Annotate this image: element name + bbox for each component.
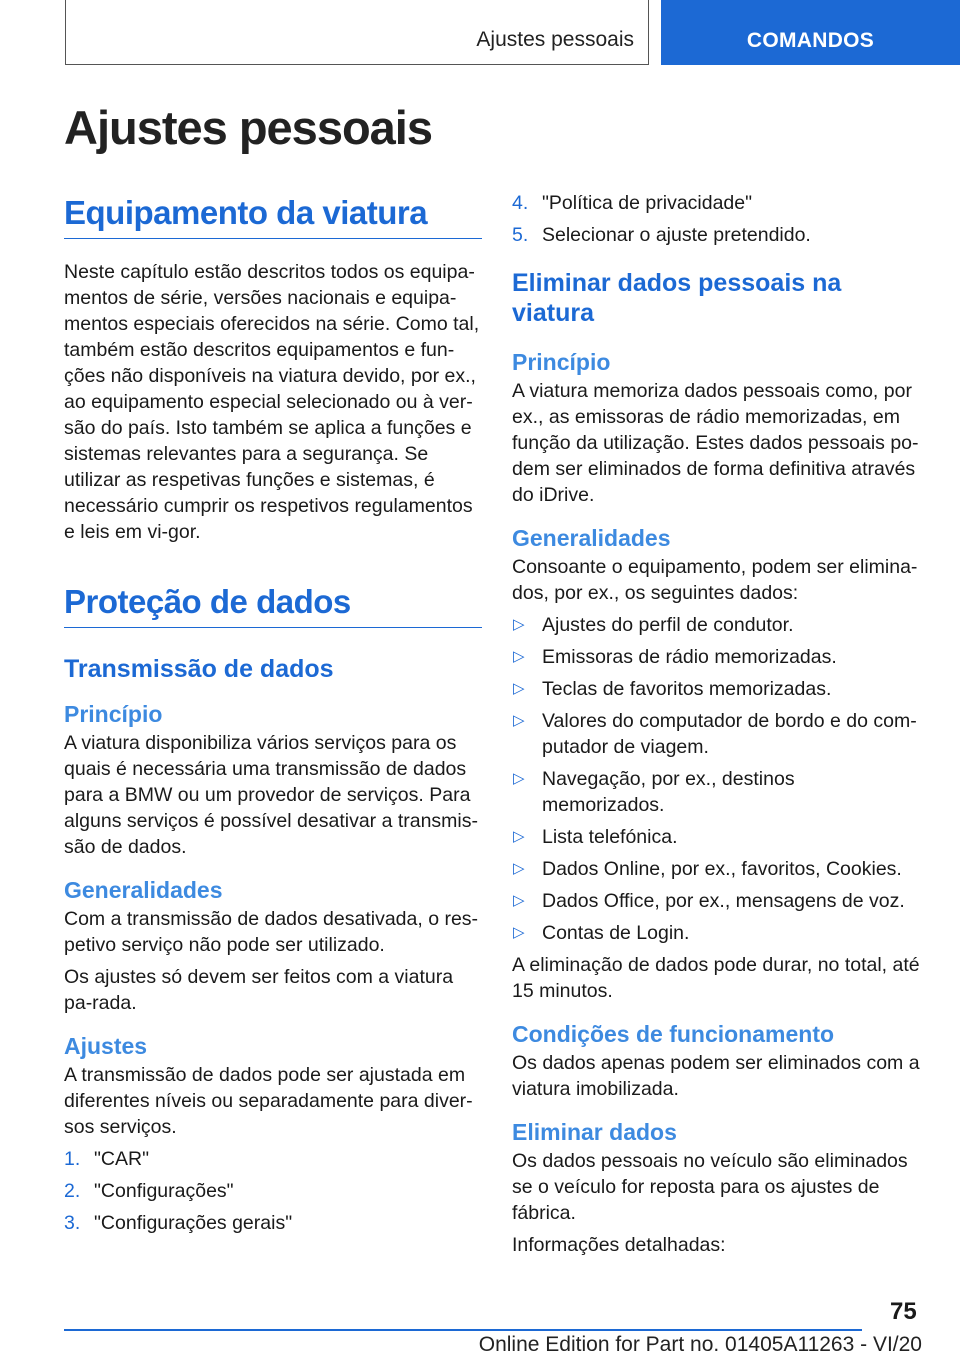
list-item-text: Ajustes do perfil de condutor. [542,614,794,636]
triangle-bullet-icon: ▷ [513,770,525,787]
list-item-text: Valores do computador de bordo e do com-putador de viagem. [542,710,917,758]
list-item [512,766,922,818]
heading-generalidades-left: Generalidades [64,877,223,903]
step-text: "Política de privacidade" [542,192,753,214]
right-column [512,190,922,1258]
paragraph-generalidades-2: Os ajustes só devem ser feitos com a viatura pa-rada. [64,966,454,1014]
list-item-text: Navegação, por ex., destinos memorizados. [542,768,795,816]
footer-edition: Online Edition for Part no. 01405A11263 - VI/20 [478,1333,922,1356]
step-item [64,1210,482,1236]
list-item [512,708,922,760]
paragraph-duracao: A eliminação de dados pode durar, no total, até 15 minutos. [512,954,920,1002]
step-number: 5. [512,224,529,246]
paragraph-eliminar-dados: Os dados pessoais no veículo são eliminados se o veículo for reposta para os ajustes de fábrica. [512,1150,908,1224]
paragraph-generalidades-right: Consoante o equipamento, podem ser elimina-dos, por ex., os seguintes dados: [512,556,918,604]
paragraph-equipamento: Neste capítulo estão descritos todos os equipa-mentos de série, versões nacionais e equipa-mentos especiais oferecidos na série. Como tal, também estão descritos equipamentos e fun-ções não disponíveis na viatura devido, por ex., ao equipamento especial selecionado ou à ver-são do país. Isto também se aplica a funções e sistemas relevantes para a segurança. Se utilizar as respetivas funções e sistemas, é necessário cumprir os respetivos regulamentos e leis em vi-gor. [64,261,480,543]
paragraph-principio-right: A viatura memoriza dados pessoais como, por ex., as emissoras de rádio memorizadas, em função da utilização. Estes dados pessoais po-dem ser eliminados de forma definitiva através do iDrive. [512,380,919,506]
header-section-box [65,0,649,65]
header-section-title: Ajustes pessoais [476,28,634,51]
page-number: 75 [890,1298,917,1325]
step-text: Selecionar o ajuste pretendido. [542,224,811,246]
list-item [512,676,922,702]
step-text: "CAR" [94,1148,150,1170]
footer-divider [64,1329,862,1331]
list-item [512,888,922,914]
step-number: 3. [64,1212,81,1234]
list-item-text: Dados Online, por ex., favoritos, Cookies. [542,858,902,880]
list-item-text: Teclas de favoritos memorizadas. [542,678,832,700]
step-number: 2. [64,1180,81,1202]
step-number: 4. [512,192,529,214]
paragraph-principio-left: A viatura disponibiliza vários serviços para os quais é necessária uma transmissão de dados para a BMW ou um provedor de serviços. Para alguns serviços é possível desativar a transmis-são de dados. [64,732,479,858]
header-chapter-label: COMANDOS [746,29,875,52]
list-item [512,612,922,638]
paragraph-condicoes: Os dados apenas podem ser eliminados com a viatura imobilizada. [512,1052,920,1100]
triangle-bullet-icon: ▷ [513,712,525,729]
bullet-list-dados [512,612,922,946]
heading-eliminar-dados: Eliminar dados [512,1119,677,1145]
heading-generalidades-right: Generalidades [512,525,671,551]
triangle-bullet-icon: ▷ [513,892,525,909]
list-item-text: Lista telefónica. [542,826,678,848]
step-text: "Configurações gerais" [94,1212,293,1234]
steps-list-right [512,190,922,248]
heading-principio-right: Princípio [512,349,611,375]
steps-list-left [64,1146,482,1236]
triangle-bullet-icon: ▷ [513,860,525,877]
heading-ajustes: Ajustes [64,1033,148,1059]
list-item-text: Contas de Login. [542,922,690,944]
triangle-bullet-icon: ▷ [513,616,525,633]
list-item [512,824,922,850]
step-item [64,1146,482,1172]
step-item [512,190,922,216]
paragraph-ajustes: A transmissão de dados pode ser ajustada em diferentes níveis ou separadamente para diver-sos serviços. [64,1064,473,1138]
paragraph-generalidades-1: Com a transmissão de dados desativada, o res-petivo serviço não pode ser utilizado. [64,908,479,956]
list-item [512,644,922,670]
step-text: "Configurações" [94,1180,234,1202]
list-item [512,920,922,946]
paragraph-informacoes: Informações detalhadas: [512,1234,726,1256]
page-title: Ajustes pessoais [64,101,433,154]
heading-equipamento: Equipamento da viatura [64,190,482,239]
triangle-bullet-icon: ▷ [513,828,525,845]
heading-condicoes: Condições de funcionamento [512,1021,835,1047]
heading-eliminar-dados-pessoais: Eliminar dados pessoais na viatura [512,269,842,327]
step-item [64,1178,482,1204]
heading-protecao-dados: Proteção de dados [64,579,482,628]
triangle-bullet-icon: ▷ [513,648,525,665]
header-chapter-tab [661,0,960,65]
list-item-text: Dados Office, por ex., mensagens de voz. [542,890,905,912]
heading-principio-left: Princípio [64,701,163,727]
heading-transmissao-dados: Transmissão de dados [64,655,334,683]
list-item [512,856,922,882]
triangle-bullet-icon: ▷ [513,924,525,941]
step-number: 1. [64,1148,81,1170]
triangle-bullet-icon: ▷ [513,680,525,697]
step-item [512,222,922,248]
list-item-text: Emissoras de rádio memorizadas. [542,646,837,668]
left-column [64,190,482,1236]
